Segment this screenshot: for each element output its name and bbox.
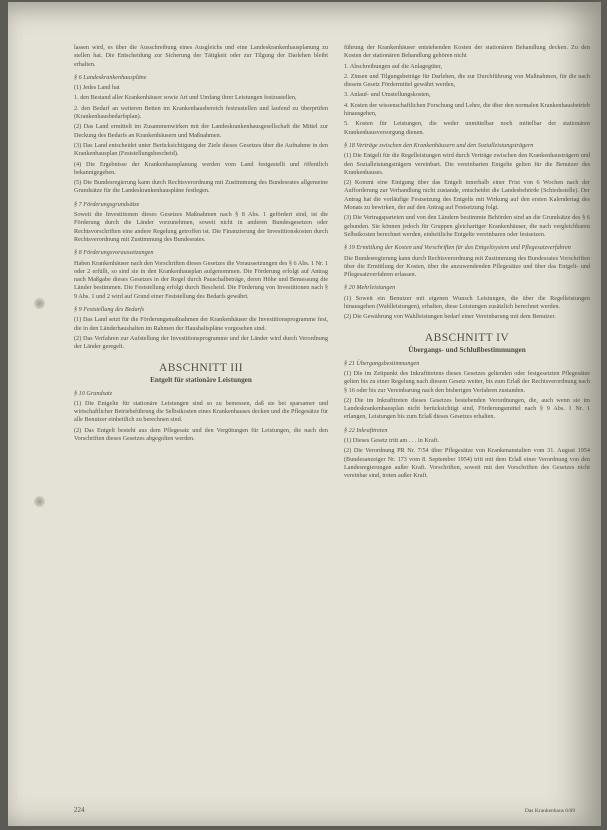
document-page — [8, 2, 601, 826]
section-heading: § 6 Landeskrankenhauspläne — [74, 73, 147, 81]
section-heading: § 22 Inkrafttreten — [344, 426, 388, 434]
paragraph: Soweit die Investitionen dieses Gesetzes Maßnahmen nach § 8 Abs. 1 gefördert sind, ist die Förderung durch die Länder vorzunehmen, soweit nicht in anderen Bundesgesetzen oder Rechtsvorschriften eine andere Regelung getroffen ist. Die Finanzierung der Investitionskosten durch Rechtsverordnung mit Zustimmung des Bundesrates. — [74, 211, 328, 243]
section-heading: § 7 Förderungsgrundsätze — [74, 200, 140, 208]
paragraph: führung der Krankenhäuser entstehenden Kosten der stationären Behandlung decken. Zu den Kosten der stationären Behandlung gehören nicht — [344, 44, 590, 60]
paragraph: (2) Die Verordnung PR Nr. 7/54 über Pflegesätze von Krankenanstalten vom 31. August 1954 (Bundesanzeiger Nr. 173 vom 8. September 1954) tritt mit dem Erlaß einer Verordnung von den Landesregierungen außer Kraft. Vorschriften, soweit mit den Vorschriften des Gesetzes nicht vereinbar sind, treten außer Kraft. — [344, 447, 590, 480]
right-column — [344, 42, 590, 480]
section-heading: § 10 Grundsatz — [74, 389, 113, 397]
chapter-heading: ABSCHNITT III — [159, 361, 243, 374]
punch-hole — [34, 298, 45, 309]
section-heading: § 8 Förderungsvoraussetzungen — [74, 249, 154, 257]
punch-hole — [34, 496, 45, 507]
paragraph: (1) Soweit ein Benutzer mit eigenen Wunsch Leistungen, die über die Regelleistungen hinausgehen (Wahlleistungen), erhalten, diese Leistungen zusätzlich berechnet werden. — [344, 294, 590, 311]
paragraph: (1) Jedes Land hat — [74, 84, 120, 92]
paragraph: (3) Die Vertragsparteien und von den Ländern bestimmte Behörden sind an die Grundsätze des § 6 gebunden. Sie können jedoch für Gruppen gleichartiger Krankenhäuser, die nach vergleichbaren Selbstkosten berechnet werden, einheitliche Entgelte vereinbaren oder festsetzen. — [344, 214, 590, 238]
paragraph: (2) Die Gewährung von Wahlleistungen bedarf einer Vereinbarung mit dem Benutzer. — [344, 313, 556, 321]
paragraph: (1) Die Entgelte für stationäre Leistungen sind so zu bemessen, daß sie bei sparsamer und wirtschaftlicher Betriebsführung die Selbstkosten eines Krankenhauses decken und die Pflegesätze für alle Benutzer einheitlich zu berechnen sind. — [74, 399, 328, 424]
paragraph: (5) Die Bundesregierung kann durch Rechtsverordnung mit Zustimmung des Bundesrates allgemeine Grundsätze für die Landeskrankenhauspläne festlegen. — [74, 179, 328, 195]
paragraph: 5. Kosten für Leistungen, die weder unmittelbar noch mittelbar der stationären Krankenhausversorgung dienen. — [344, 120, 590, 136]
paragraph: lassen wird, es über die Ausschreibung eines Ausgleichs und eine Landeskrankenhausplanung zu stellen hat. Die Entscheidung zur Sicherung der Tätigkeit oder zur Tilgung der Darlehen bleibt erhalten. — [74, 44, 328, 68]
paragraph: 2. den Bedarf an weiteren Betten im Krankenhausbereich festzustellen und laufend zu überprüfen (Krankenhausbedarfsplan). — [74, 104, 328, 121]
paragraph: Die Bundesregierung kann durch Rechtsverordnung mit Zustimmung des Bundesrates Vorschriften über die Ermittlung der Kosten, über die anzuwendenden Pflegesätze und über das Entgelt- und Pflegesatzverfahren erlassen. — [344, 254, 590, 279]
paragraph: (2) Das Verfahren zur Aufstellung der Investitionsprogramme und der Länder wird durch Verordnung der Länder geregelt. — [74, 334, 328, 351]
chapter-subtitle: Übergangs- und Schlußbestimmungen — [408, 345, 526, 354]
paragraph: (2) Kommt eine Einigung über das Entgelt innerhalb einer Frist von 6 Wochen nach der Aufforderung zur Verhandlung nicht zustande, entscheidet die Landesbehörde (Schiedsstelle). Der Antrag hat die vorläufige Festsetzung des Entgelts mit Wirkung auf den ersten Kalendertag des Monats zu bewirken, der auf den Antrag auf Festsetzung folgt. — [344, 179, 590, 212]
paragraph: (1) Die im Zeitpunkt des Inkrafttretens dieses Gesetzes geltenden oder festgesetzten Pflegesätze gelten bis zu einer Regelung nach diesem Gesetz weiter, bis zum Erlaß der Rechtsverordnung nach § 16 oder bis zur Vereinbarung nach den bisherigen Verfahren zustanden. — [344, 369, 590, 394]
paragraph: (3) Das Land entscheidet unter Berücksichtigung der Ziele dieses Gesetzes über die Aufnahme in den Krankenhausplan (Feststellungsbescheid). — [74, 141, 328, 158]
section-heading: § 18 Verträge zwischen den Krankenhäusern und den Sozialleistungsträgern — [344, 141, 534, 149]
paragraph: Haben Krankenhäuser nach den Vorschriften dieses Gesetzes die Voraussetzungen des § 6 Abs. 1 Nr. 1 oder 2 erfüllt, so sind sie in den Krankenhausplan aufgenommen. Die Förderung erfolgt auf Antrag nach Maßgabe dieses Gesetzes in der Regel durch Pauschalbeträge, deren Höhe und Bemessung die Länder bestimmen. Die Feststellung erfolgt durch Bescheid. Die Förderung von Investitionen nach § 9 Abs. 1 und 2 wird auf Grund einer Feststellung des Bedarfs gewährt. — [74, 259, 328, 300]
journal-footer: Das Krankenhaus 6/69 — [524, 808, 575, 814]
section-heading: § 21 Übergangsbestimmungen — [344, 359, 420, 367]
paragraph: (2) Das Land ermittelt im Zusammenwirken mit der Landeskrankenhausgesellschaft die Mittel zur Deckung des Bedarfs an Krankenhäusern und Maßnahmen. — [74, 123, 328, 139]
paragraph: (2) Das Entgelt besteht aus dem Pflegesatz und den Vergütungen für Leistungen, die nach den Vorschriften dieses Gesetzes abgegolten werden. — [74, 426, 328, 442]
paragraph: (1) Dieses Gesetz tritt am . . . in Kraft. — [344, 436, 440, 444]
paragraph: 1. den Bestand aller Krankenhäuser sowie Art und Umfang ihrer Leistungen festzustellen, — [74, 94, 297, 102]
paragraph: (4) Die Ergebnisse der Krankenhausplanung werden vom Land festgestellt und öffentlich bekanntgegeben. — [74, 160, 328, 176]
paragraph: 1. Abschreibungen auf die Anlagegüter, — [344, 62, 443, 70]
paragraph: 4. Kosten der wissenschaftlichen Forschung und Lehre, die über den normalen Krankenhausbetrieb hinausgehen, — [344, 101, 590, 118]
paragraph: (2) Die im Inkrafttreten dieses Gesetzes bestehenden Verordnungen, die, auch wenn sie im Landeskrankenhausplan nicht berücksichtigt sind, Förderungsmittel nach § 9 Abs. 1 Nr. 1 erlangen, Leistungen bis zum Erlaß dieses Gesetzes erhalten. — [344, 396, 590, 421]
paragraph: 3. Anlauf- und Umstellungskosten, — [344, 91, 431, 99]
page-number: 224 — [74, 806, 85, 814]
section-heading: § 9 Feststellung des Bedarfs — [74, 306, 145, 314]
paragraph: (1) Die Entgelt für die Regelleistungen wird durch Verträge zwischen den Krankenhausträgern und den Sozialleistungsträgern vereinbart. Die vereinbarten Entgelte gelten für die Benutzer des Krankenhauses. — [344, 152, 590, 176]
chapter-subtitle: Entgelt für stationäre Leistungen — [150, 375, 252, 384]
paragraph: 2. Zinsen und Tilgungsbeträge für Darlehen, die zur Durchführung von Maßnahmen, für die nach diesem Gesetz Fördermittel gewährt werden, — [344, 72, 590, 89]
section-heading: § 19 Ermittlung der Kosten und Vorschriften für das Entgeltsystem und Pflegesatzverfahren — [344, 244, 571, 252]
section-heading: § 20 Mehrleistungen — [344, 284, 396, 292]
left-column — [74, 42, 328, 443]
paragraph: (1) Das Land setzt für die Förderungsmaßnahmen der Krankenhäuser die Investitionsprogramme fest, die in den Länderhaushalten im Rahmen der Haushaltspläne vorgesehen sind. — [74, 316, 328, 332]
chapter-heading: ABSCHNITT IV — [424, 331, 510, 344]
